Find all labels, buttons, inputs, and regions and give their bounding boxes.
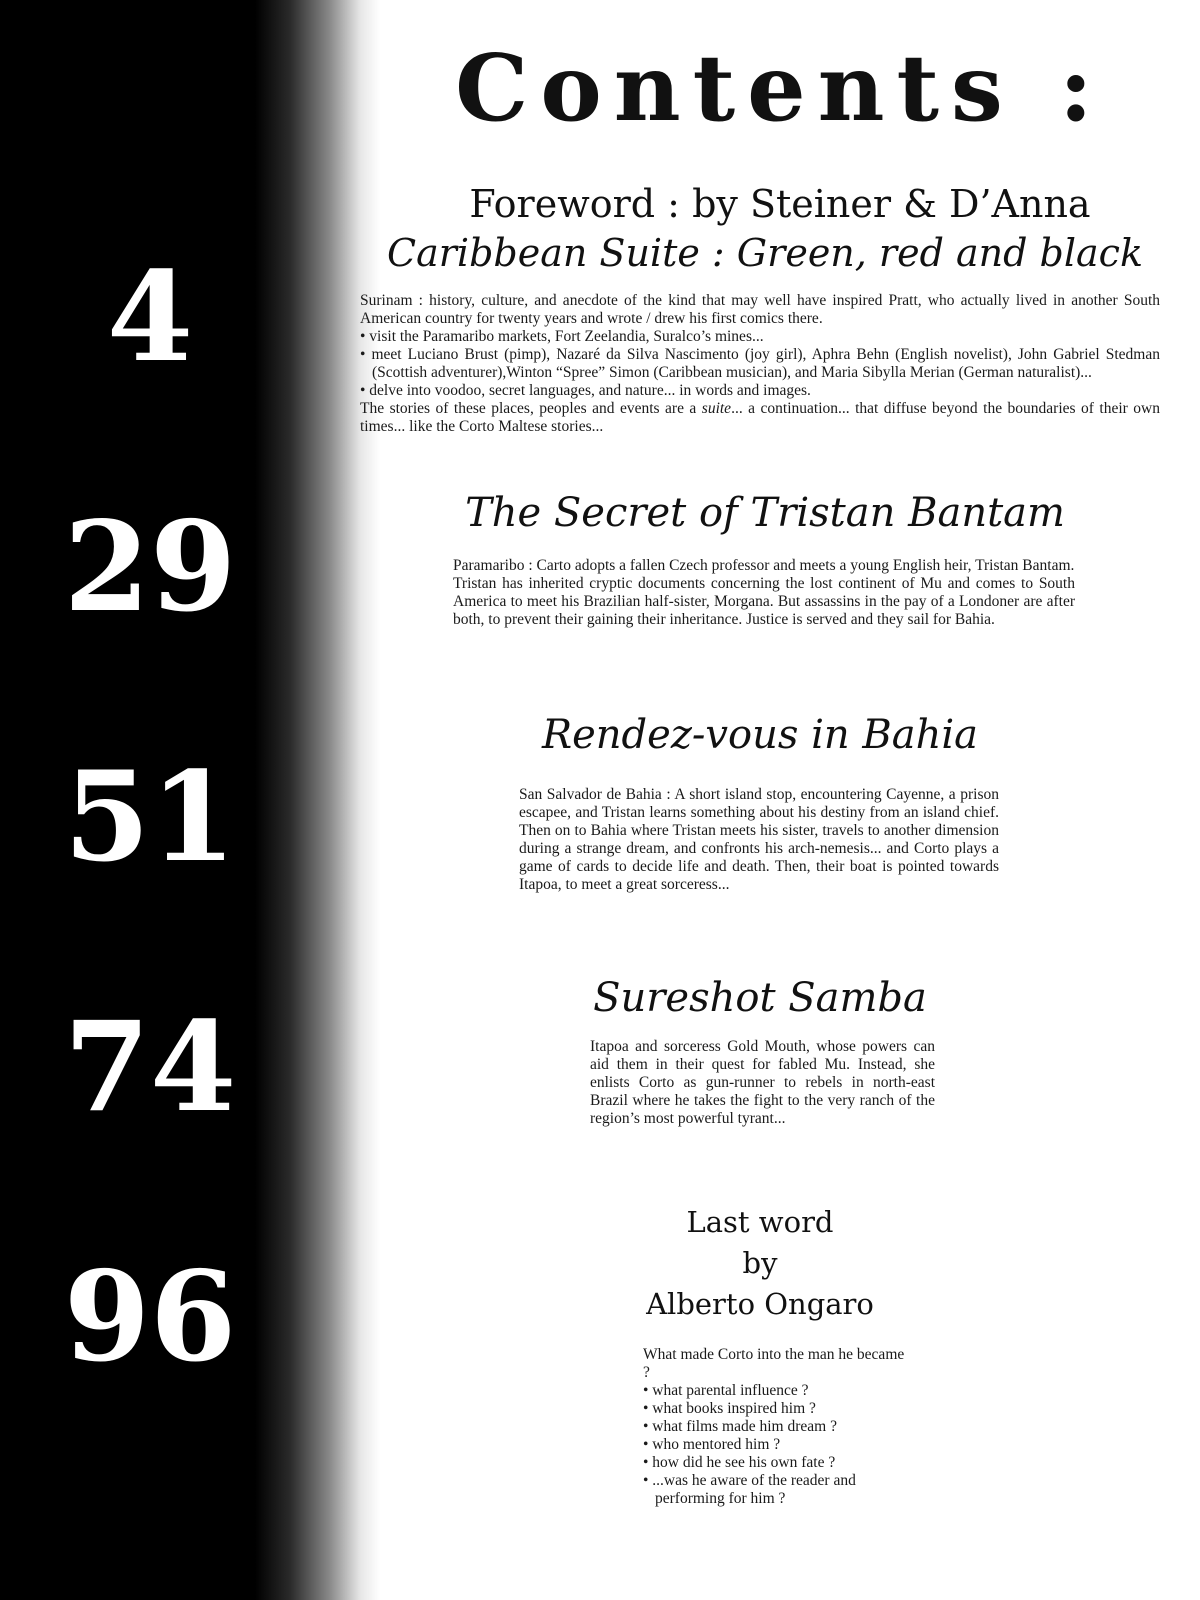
caribbean-outro: The stories of these places, peoples and events are a suite... a continuation... that diffuse beyond the boundaries of their own times... like the Corto Maltese stories... [360,400,1160,435]
last-word-heading [610,1202,910,1325]
caribbean-suite-description [360,292,1160,436]
tristan-paragraph: Paramaribo : Carto adopts a fallen Czech professor and meets a young English heir, Tristan Bantam. [453,557,1075,574]
rendezvous-bahia-description: San Salvador de Bahia : A short island stop, encountering Cayenne, a prison escapee, and Tristan learns something about his destiny from an island chief. Then on to Bahia where Tristan meets his sister, travels to another dimension during a strange dream, and confronts his arch-nemesis... and Corto plays a game of cards to decide life and death. Then, their boat is pointed towards Itapoa, to meet a great sorceress... [519,786,999,893]
page-number-96: 96 [63,1245,237,1390]
last-word-bullet: • what books inspired him ? [643,1400,816,1417]
last-word-author: Alberto Ongaro [646,1287,874,1321]
last-word-bullet: • what parental influence ? [643,1382,809,1399]
tristan-bantam-heading: The Secret of Tristan Bantam [465,490,1065,536]
last-word-description [643,1346,913,1508]
page-title: Contents : [455,34,1105,142]
caribbean-intro: Surinam : history, culture, and anecdote of the kind that may well have inspired Pratt, who actually lived in another South American country for twenty years and wrote / drew his first comics there. [360,292,1160,327]
sureshot-samba-description: Itapoa and sorceress Gold Mouth, whose powers can aid them in their quest for fabled Mu. Instead, she enlists Corto as gun-runner to rebels in north-east Brazil where he takes the fight to the very ranch of the region’s most powerful tyrant... [590,1038,935,1127]
rendezvous-bahia-heading: Rendez-vous in Bahia [541,712,978,758]
page-number-74: 74 [63,995,237,1140]
tristan-bantam-description [453,557,1075,629]
last-word-bullet: • how did he see his own fate ? [643,1454,836,1471]
caribbean-bullet: • meet Luciano Brust (pimp), Nazaré da Silva Nascimento (joy girl), Aphra Behn (English novelist), John Gabriel Stedman (Scottish adventurer),Winton “Spree” Simon (Caribbean musician), and Maria Sibylla Merian (German naturalist)... [360,346,1160,381]
last-word-line: by [742,1246,778,1280]
last-word-bullet: • who mentored him ? [643,1436,781,1453]
page-number-51: 51 [63,745,237,890]
last-word-bullet: • what films made him dream ? [643,1418,837,1435]
tristan-paragraph: Tristan has inherited cryptic documents concerning the lost continent of Mu and comes to South America to meet his Brazilian half-sister, Morgana. But assassins in the pay of a Londoner are after both, to prevent their gaining their inheritance. Justice is served and they sail for Bahia. [453,575,1075,628]
last-word-intro: What made Corto into the man he became ? [643,1346,905,1381]
caribbean-suite-heading: Caribbean Suite : Green, red and black [387,231,1143,275]
caribbean-bullet: • delve into voodoo, secret languages, and nature... in words and images. [360,382,811,399]
caribbean-bullet: • visit the Paramaribo markets, Fort Zeelandia, Suralco’s mines... [360,328,764,345]
page-number-29: 29 [63,495,237,640]
last-word-line: Last word [686,1205,834,1239]
page-number-4: 4 [106,245,194,390]
last-word-bullet: • ...was he aware of the reader and performing for him ? [643,1472,856,1507]
sureshot-samba-heading: Sureshot Samba [593,975,927,1021]
foreword-heading: Foreword : by Steiner & D’Anna [469,182,1091,226]
